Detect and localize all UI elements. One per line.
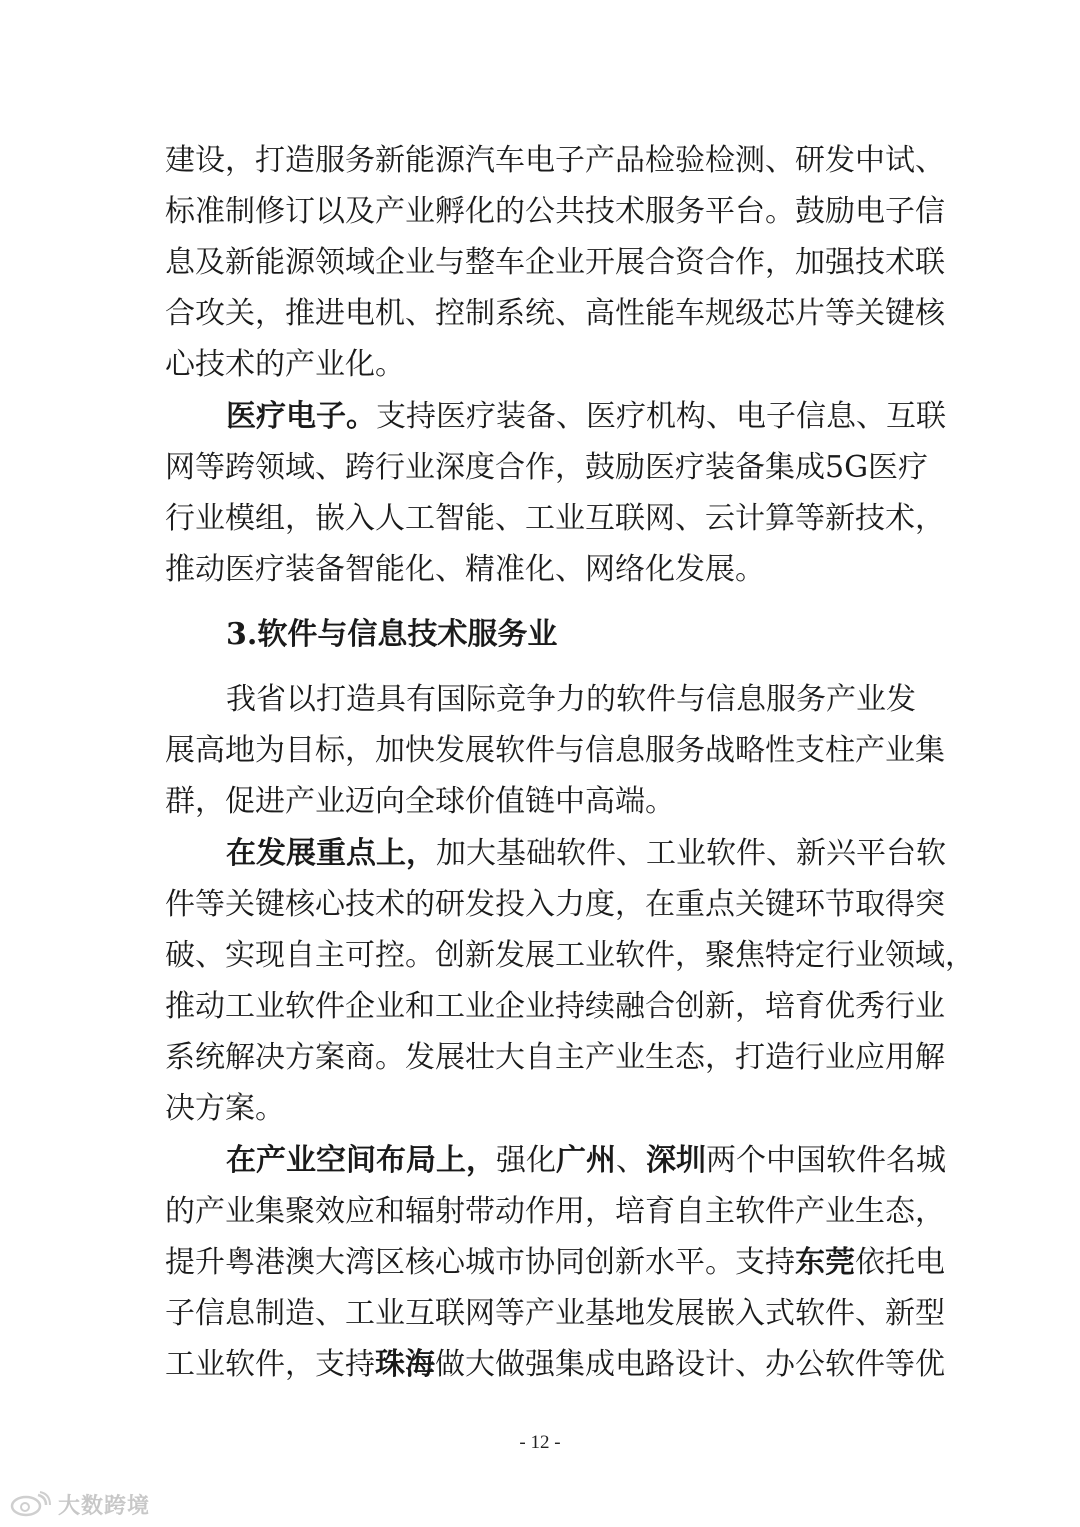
text-line: 心技术的产业化。 xyxy=(165,347,405,382)
text-line: 的产业集聚效应和辐射带动作用，培育自主软件产业生态， xyxy=(165,1194,945,1229)
text-line: 决方案。 xyxy=(165,1091,285,1126)
text-line: 工业软件，支持珠海做大做强集成电路设计、办公软件等优 xyxy=(165,1345,915,1385)
watermark xyxy=(8,1489,150,1519)
text-line: 标准制修订以及产业孵化的公共技术服务平台。鼓励电子信 xyxy=(165,194,945,229)
city-name: 珠海 xyxy=(375,1347,435,1382)
bold-lead: 医疗电子。 xyxy=(226,399,376,434)
page-number: - 12 - xyxy=(519,1432,561,1453)
text-line: 合攻关，推进电机、控制系统、高性能车规级芯片等关键核 xyxy=(165,296,945,331)
text-line: 息及新能源领域企业与整车企业开展合资合作，加强技术联 xyxy=(165,245,945,280)
watermark-text: 大数跨境 xyxy=(58,1493,151,1519)
text-line: 我省以打造具有国际竞争力的软件与信息服务产业发 xyxy=(226,682,916,717)
text-line: 提升粤港澳大湾区核心城市协同创新水平。支持东莞依托电 xyxy=(165,1243,915,1283)
text-line: 系统解决方案商。发展壮大自主产业生态，打造行业应用解 xyxy=(165,1040,945,1075)
text-line: 展高地为目标，加快发展软件与信息服务战略性支柱产业集 xyxy=(165,733,945,768)
text-line: 行业模组，嵌入人工智能、工业互联网、云计算等新技术， xyxy=(165,501,945,536)
text-line: 医疗电子。支持医疗装备、医疗机构、电子信息、互联 xyxy=(226,397,915,437)
text-line: 群，促进产业迈向全球价值链中高端。 xyxy=(165,784,675,819)
city-name: 东莞 xyxy=(795,1245,855,1280)
city-name: 广州 xyxy=(556,1143,616,1178)
city-name: 深圳 xyxy=(646,1143,706,1178)
text-line: 网等跨领域、跨行业深度合作，鼓励医疗装备集成5G医疗 xyxy=(165,450,929,485)
text-line: 建设，打造服务新能源汽车电子产品检验检测、研发中试、 xyxy=(165,143,945,178)
text-line: 推动医疗装备智能化、精准化、网络化发展。 xyxy=(165,552,765,587)
text-line: 子信息制造、工业互联网等产业基地发展嵌入式软件、新型 xyxy=(165,1296,945,1331)
text-line: 在产业空间布局上，强化广州、深圳两个中国软件名城 xyxy=(226,1141,915,1181)
text-line: 推动工业软件企业和工业企业持续融合创新，培育优秀行业 xyxy=(165,989,945,1024)
text-line: 破、实现自主可控。创新发展工业软件，聚焦特定行业领域， xyxy=(165,938,975,973)
bold-lead: 在产业空间布局上， xyxy=(226,1143,496,1178)
text-line: 件等关键核心技术的研发投入力度，在重点关键环节取得突 xyxy=(165,887,945,922)
bold-lead: 在发展重点上， xyxy=(226,836,436,871)
text-line: 在发展重点上，加大基础软件、工业软件、新兴平台软 xyxy=(226,834,915,874)
weibo-logo-icon xyxy=(8,1491,52,1517)
section-heading: 3.软件与信息技术服务业 xyxy=(226,617,558,652)
